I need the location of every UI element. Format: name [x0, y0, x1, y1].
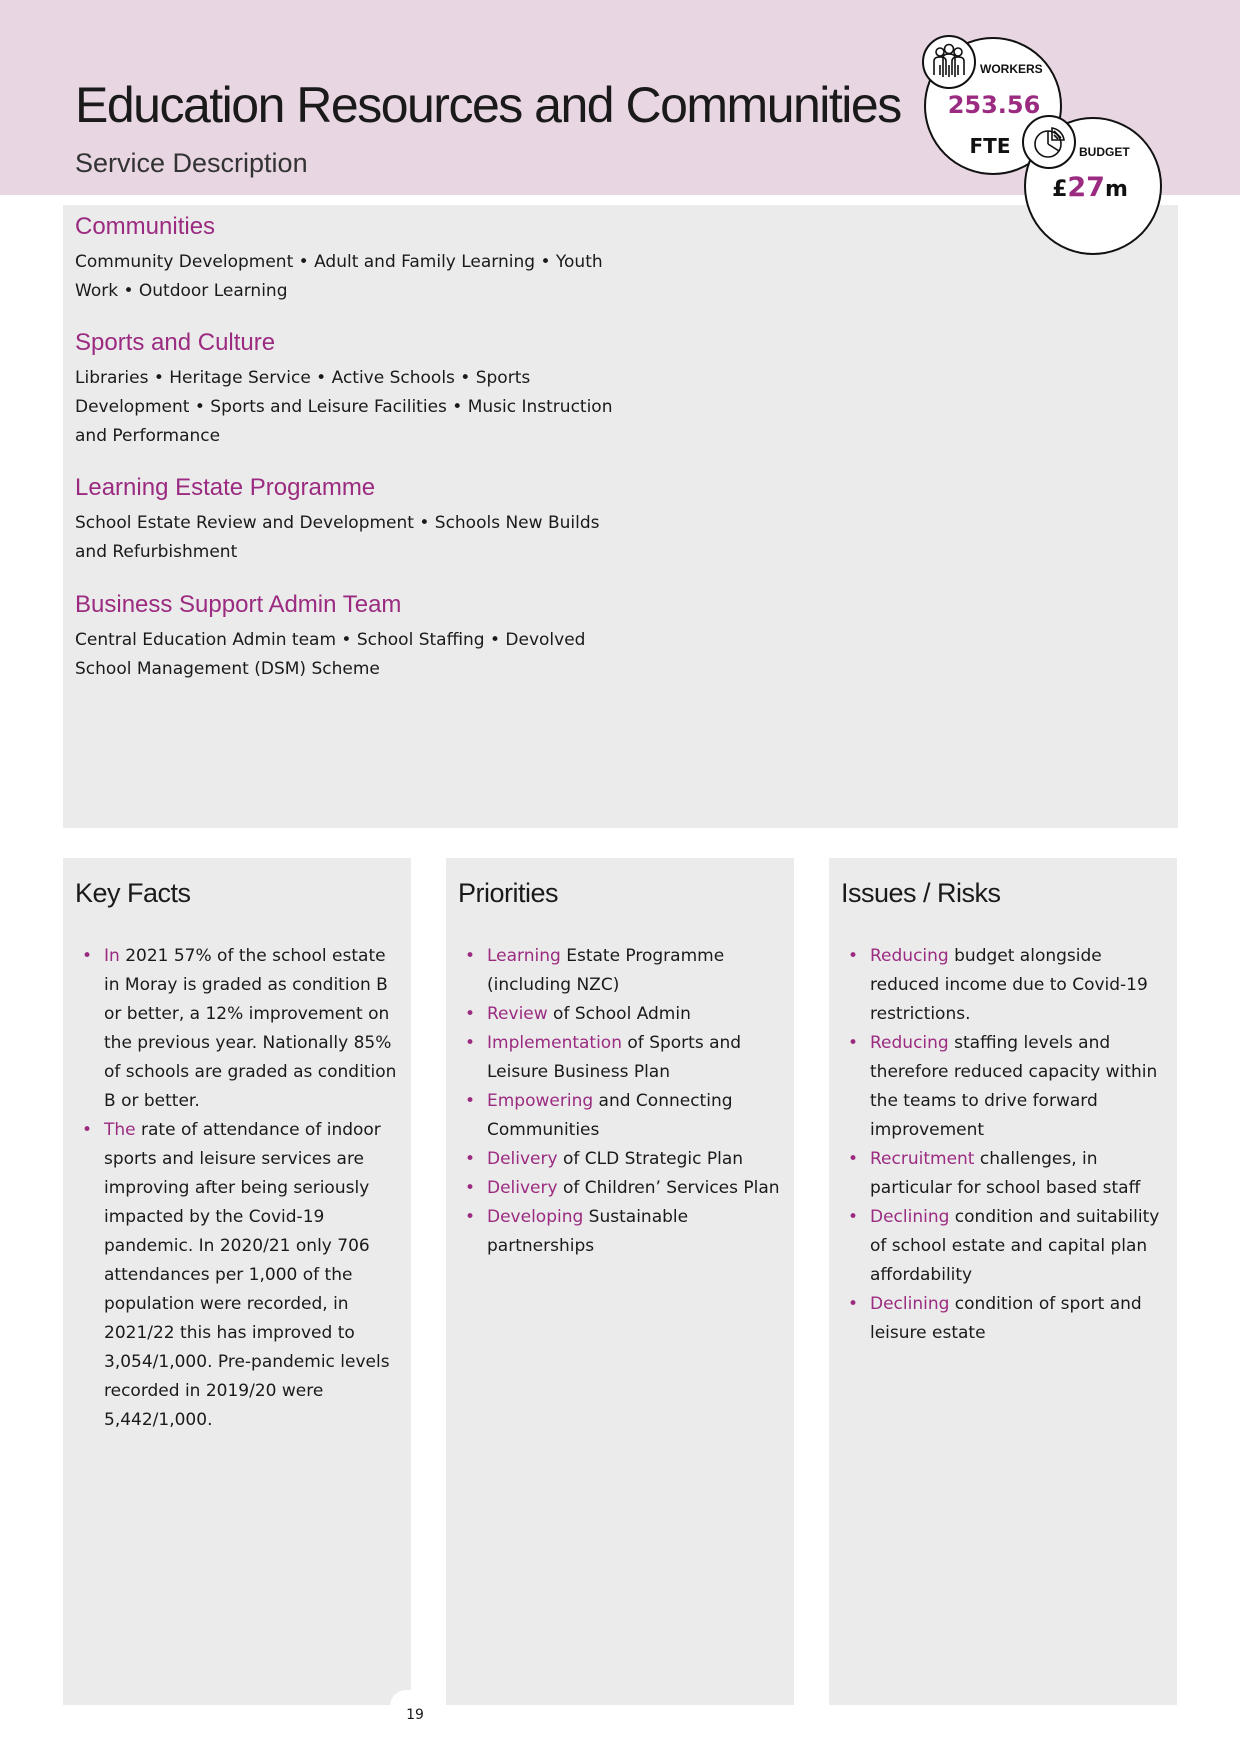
budget-label: BUDGET [1079, 145, 1130, 159]
list-item: • Empowering and Connecting Communities [487, 1087, 780, 1145]
list-item: • Learning Estate Programme (including NZC) [487, 942, 780, 1000]
priorities-panel [446, 858, 794, 1705]
key-facts-panel [63, 858, 411, 1705]
issues-risks-panel [829, 858, 1177, 1705]
budget-amount: 27 [1067, 172, 1105, 203]
workers-label: WORKERS [980, 62, 1043, 76]
list-item: • Delivery of CLD Strategic Plan [487, 1145, 780, 1174]
budget-prefix: £ [1052, 177, 1068, 202]
section-sports-culture [75, 329, 635, 451]
list-item: • Recruitment challenges, in particular for school based staff [870, 1145, 1163, 1203]
section-heading: Communities [75, 213, 216, 240]
section-text: School Estate Review and Development • Schools New Builds and Refurbishment [75, 513, 600, 562]
pie-chart-icon [1022, 115, 1076, 169]
section-heading: Sports and Culture [75, 329, 276, 356]
section-business-support [75, 591, 635, 684]
key-facts-list [75, 942, 397, 1435]
list-item: • Reducing budget alongside reduced income due to Covid-19 restrictions. [870, 942, 1163, 1029]
section-text: Central Education Admin team • School Staffing • Devolved School Management (DSM) Scheme [75, 630, 586, 679]
issues-risks-list [841, 942, 1163, 1348]
list-item: • In 2021 57% of the school estate in Moray is graded as condition B or better, a 12% improvement on the previous year. Nationally 85% of schools are graded as condition B or better. [104, 942, 397, 1116]
list-item: • Declining condition of sport and leisure estate [870, 1290, 1163, 1348]
workers-value: 253.56 [947, 91, 1041, 119]
list-item: • Review of School Admin [487, 1000, 780, 1029]
list-item: • Implementation of Sports and Leisure Business Plan [487, 1029, 780, 1087]
section-heading: Learning Estate Programme [75, 474, 376, 501]
section-learning-estate [75, 474, 635, 567]
section-communities [75, 213, 635, 306]
budget-suffix: m [1104, 177, 1128, 202]
key-facts-title: Key Facts [75, 878, 191, 908]
section-heading: Business Support Admin Team [75, 591, 402, 618]
list-item: • Reducing staffing levels and therefore reduced capacity within the teams to drive forward improvement [870, 1029, 1163, 1145]
list-item: • The rate of attendance of indoor sports and leisure services are improving after being seriously impacted by the Covid-19 pandemic. In 2020/21 only 706 attendances per 1,000 of the population were recorded, in 2021/22 this has improved to 3,054/1,000. Pre-pandemic levels recorded in 2019/20 were 5,442/1,000. [104, 1116, 397, 1435]
priorities-title: Priorities [458, 878, 559, 908]
list-item: • Delivery of Children’ Services Plan [487, 1174, 780, 1203]
page-number: 19 [406, 1707, 424, 1723]
priorities-list [458, 942, 780, 1261]
page-subtitle: Service Description [75, 148, 308, 178]
list-item: • Declining condition and suitability of school estate and capital plan affordability [870, 1203, 1163, 1290]
section-text: Libraries • Heritage Service • Active Schools • Sports Development • Sports and Leisure Facilities • Music Instruction and Performance [75, 368, 613, 446]
issues-risks-title: Issues / Risks [841, 878, 1001, 908]
people-group-icon [922, 35, 976, 89]
workers-unit: FTE [969, 134, 1011, 158]
list-item: • Developing Sustainable partnerships [487, 1203, 780, 1261]
budget-value [1040, 172, 1140, 203]
section-text: Community Development • Adult and Family Learning • Youth Work • Outdoor Learning [75, 252, 603, 301]
page-title: Education Resources and Communities [75, 77, 901, 133]
